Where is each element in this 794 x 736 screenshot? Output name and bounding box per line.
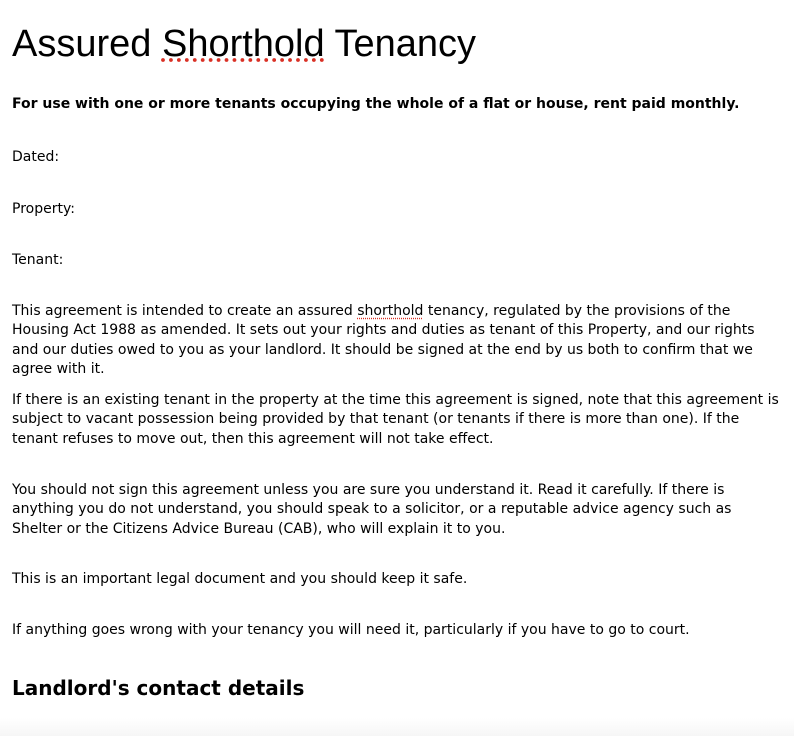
intro-text-start: This agreement is intended to create an assured	[12, 303, 358, 319]
landlord-contact-heading: Landlord's contact details	[12, 676, 305, 700]
intro-paragraph	[12, 302, 782, 380]
intro-misspelled-word[interactable]: shorthold	[357, 303, 424, 319]
title-text-end: Tenancy	[324, 23, 477, 65]
page-bottom-shade	[0, 718, 794, 736]
keep-safe-paragraph: This is an important legal document and you should keep it safe.	[12, 571, 468, 587]
intro-text-end: tenancy, regulated by the provisions of the Housing Act 1988 as amended. It sets out your rights and duties as tenant of this Property, and our rights and our duties owed to you as your landlord. It should be signed at the end by us both to confirm that we agree with it.	[12, 303, 755, 378]
property-field: Property:	[12, 201, 75, 217]
title-misspelled-word[interactable]: Shorthold	[161, 23, 325, 65]
document-title	[12, 22, 476, 66]
dated-field: Dated:	[12, 149, 60, 165]
tenant-field: Tenant:	[12, 252, 64, 268]
document-subtitle: For use with one or more tenants occupying the whole of a flat or house, rent paid monthly.	[12, 96, 740, 112]
existing-tenant-paragraph: If there is an existing tenant in the property at the time this agreement is signed, note that this agreement is subject to vacant possession being provided by that tenant (or tenants if there is more than one). If the tenant refuses to move out, then this agreement will not take effect.	[12, 392, 779, 447]
sign-warning-paragraph: You should not sign this agreement unless you are sure you understand it. Read it carefully. If there is anything you do not understand, you should speak to a solicitor, or a reputable advice agency such as Shelter or the Citizens Advice Bureau (CAB), who will explain it to you.	[12, 482, 732, 537]
title-text-start: Assured	[12, 23, 162, 65]
court-paragraph: If anything goes wrong with your tenancy you will need it, particularly if you have to go to court.	[12, 622, 690, 638]
